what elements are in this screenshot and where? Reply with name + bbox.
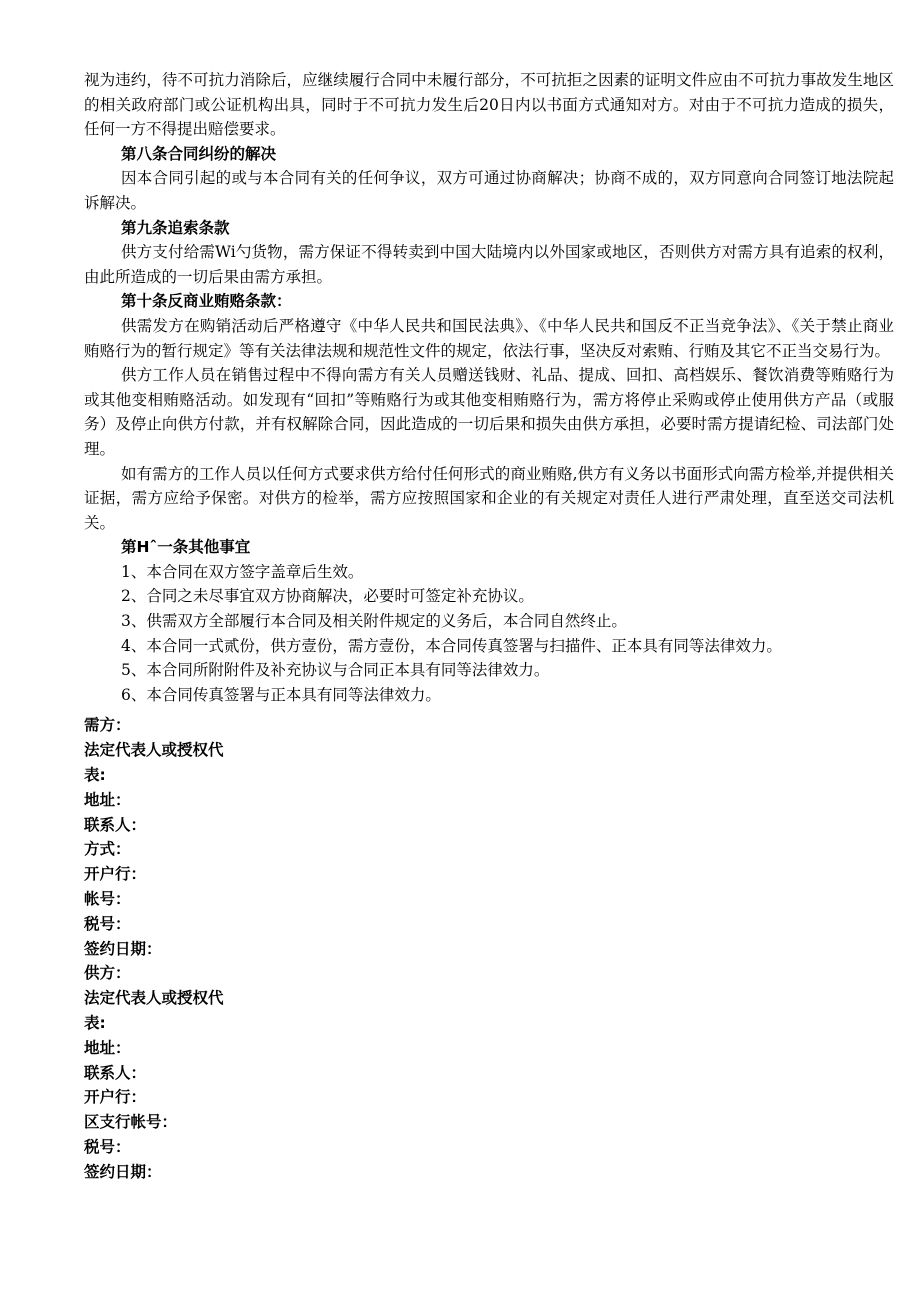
supplier-party-label: 供方： bbox=[84, 964, 131, 983]
buyer-method-label: 方式： bbox=[84, 840, 131, 859]
list-item: 5、本合同所附附件及补充协议与合同正本具有同等法律效力。 bbox=[121, 661, 550, 680]
section-10-paragraph-1: 供需发方在购销活动后严格遵守《中华人民共和国民法典》、《中华人民共和国反不正当竞争法》、《关于禁止商业贿赂行为的暂行规定》等有关法律法规和规范性文件的规定，依法行事，坚决反对索贿、行贿及其它不正当交易行为。 bbox=[84, 316, 894, 360]
buyer-party-label: 需方： bbox=[84, 716, 131, 735]
list-item: 6、本合同传真签署与正本具有同等法律效力。 bbox=[121, 685, 441, 704]
section-9-text: 供方支付给需Wi勺货物，需方保证不得转卖到中国大陆境内以外国家或地区，否则供方对需方具有追索的权利，由此所造成的一切后果由需方承担。 bbox=[84, 243, 894, 286]
buyer-account-label: 帐号： bbox=[84, 890, 131, 909]
supplier-bank-label: 开户行： bbox=[84, 1088, 147, 1107]
supplier-representative-label: 法定代表人或授权代表: bbox=[84, 989, 224, 1032]
list-item: 4、本合同一式贰份，供方壹份，需方壹份，本合同传真签署与扫描件、正本具有同等法律效力。 bbox=[121, 636, 782, 655]
section-11-heading: 第Hˆ一条其他事宜 bbox=[121, 538, 251, 557]
section-10-paragraph-2: 供方工作人员在销售过程中不得向需方有关人员赠送钱财、礼品、提成、回扣、高档娱乐、餐饮消费等贿赂行为或其他变相贿赂活动。如发现有“回扣”等贿赂行为或其他变相贿赂行为，需方将停止采购或停止使用供方产品（或服务）及停止向供方付款，并有权解除合同，因此造成的一切后果和损失由供方承担，必要时需方提请纪检、司法部门处理。 bbox=[84, 366, 894, 458]
contract-page bbox=[84, 68, 894, 1185]
supplier-address-label: 地址： bbox=[84, 1038, 131, 1057]
section-9-heading: 第九条追索条款 bbox=[121, 218, 230, 237]
supplier-tax-label: 税号： bbox=[84, 1137, 131, 1156]
section-8-heading: 第八条合同纠纷的解决 bbox=[121, 144, 277, 163]
supplier-contact-label: 联系人： bbox=[84, 1063, 147, 1082]
buyer-bank-label: 开户行： bbox=[84, 865, 147, 884]
buyer-date-label: 签约日期： bbox=[84, 939, 162, 958]
buyer-tax-label: 税号： bbox=[84, 914, 131, 933]
buyer-address-label: 地址： bbox=[84, 790, 131, 809]
buyer-signature-block bbox=[84, 713, 894, 961]
list-item: 3、供需双方全部履行本合同及相关附件规定的义务后，本合同自然终止。 bbox=[121, 612, 627, 631]
buyer-contact-label: 联系人： bbox=[84, 815, 147, 834]
list-item: 1、本合同在双方签字盖章后生效。 bbox=[121, 562, 364, 581]
buyer-representative-label: 法定代表人或授权代表: bbox=[84, 741, 224, 785]
supplier-signature-block bbox=[84, 961, 894, 1184]
section-8-text: 因本合同引起的或与本合同有关的任何争议，双方可通过协商解决；协商不成的，双方同意向合同签订地法院起诉解决。 bbox=[84, 169, 894, 212]
supplier-date-label: 签约日期： bbox=[84, 1162, 162, 1181]
supplier-account-label: 区支行帐号： bbox=[84, 1113, 178, 1132]
force-majeure-continuation: 视为违约，待不可抗力消除后，应继续履行合同中未履行部分，不可抗拒之因素的证明文件应由不可抗力事故发生地区的相关政府部门或公证机构出具，同时于不可抗力发生后20日内以书面方式通知对方。对由于不可抗力造成的损失，任何一方不得提出赔偿要求。 bbox=[84, 71, 894, 139]
section-10-heading: 第十条反商业贿赂条款： bbox=[121, 292, 292, 311]
list-item: 2、合同之未尽事宜双方协商解决，必要时可签定补充协议。 bbox=[121, 587, 534, 606]
section-10-paragraph-3: 如有需方的工作人员以任何方式要求供方给付任何形式的商业贿赂,供方有义务以书面形式向需方检举,并提供相关证据，需方应给予保密。对供方的检举，需方应按照国家和企业的有关规定对责任人进行严肃处理，直至送交司法机关。 bbox=[84, 464, 894, 532]
